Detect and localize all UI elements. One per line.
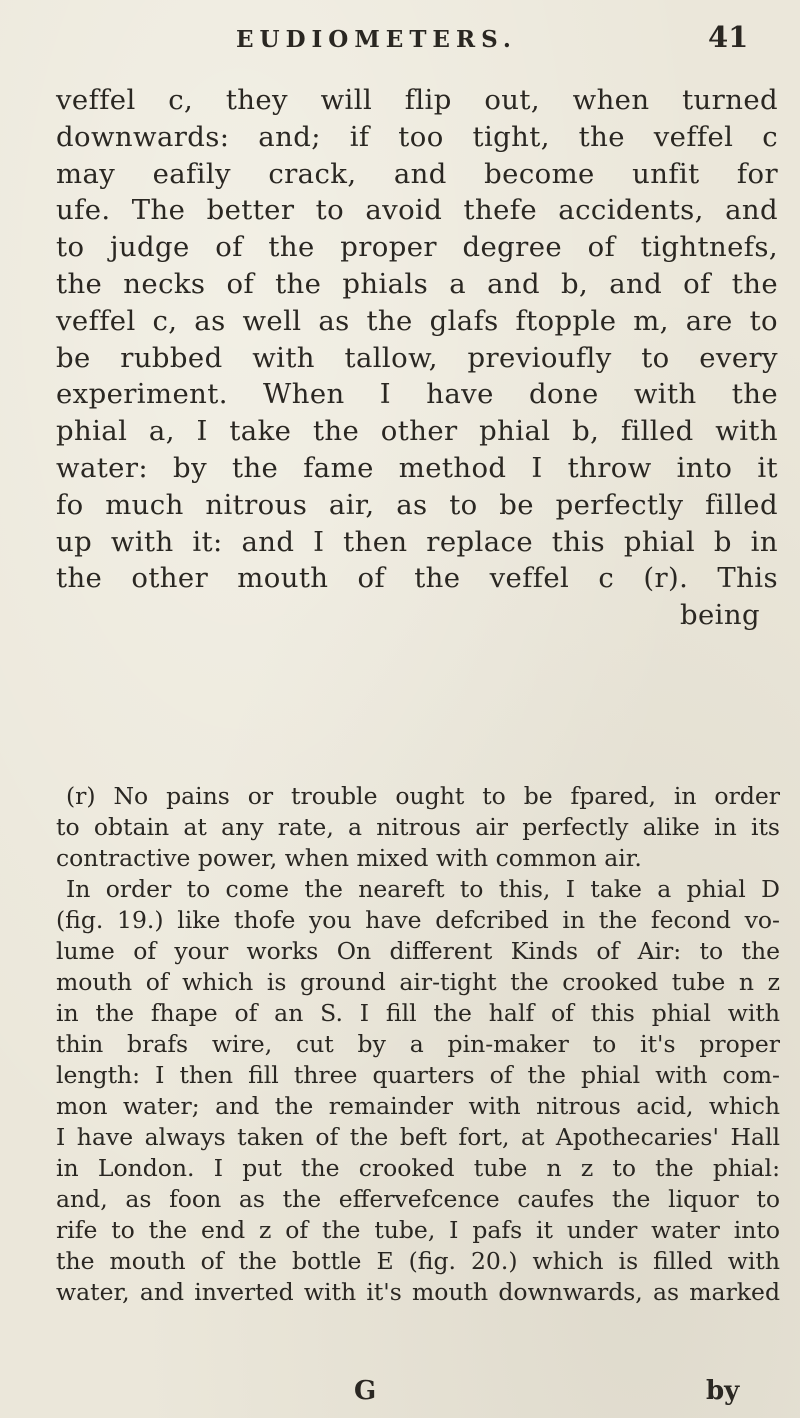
- text-line: the other mouth of the veffel c (r). This: [56, 562, 778, 595]
- footnote: [56, 781, 780, 1308]
- text-line: downwards: and; if too tight, the veffel c: [56, 120, 778, 153]
- footnote-line: lume of your works On different Kinds of Air: to the: [56, 937, 780, 965]
- footnote-line: in the fhape of an S. I fill the half of this phial with: [56, 999, 780, 1027]
- footnote-line: mouth of which is ground air-tight the crooked tube n z: [56, 968, 780, 996]
- text-line: veffel c, as well as the glafs ftopple m, are to: [56, 304, 778, 337]
- page-number: 41: [708, 20, 749, 54]
- page-header: [0, 20, 800, 66]
- footnote-line: thin brafs wire, cut by a pin-maker to it's proper: [56, 1030, 780, 1058]
- footnote-line: to obtain at any rate, a nitrous air perfectly alike in its: [56, 813, 780, 841]
- footnote-line: rife to the end z of the tube, I pafs it under water into: [56, 1216, 780, 1244]
- running-head: EUDIOMETERS.: [236, 26, 517, 53]
- footnote-line: I have always taken of the beft fort, at Apothecaries' Hall: [56, 1123, 780, 1151]
- text-line: the necks of the phials a and b, and of the: [56, 267, 778, 300]
- footnote-line: (fig. 19.) like thofe you have defcribed in the fecond vo-: [56, 906, 780, 934]
- text-line: phial a, I take the other phial b, filled with: [56, 415, 778, 448]
- footnote-line: in London. I put the crooked tube n z to the phial:: [56, 1154, 780, 1182]
- main-text: [56, 82, 778, 634]
- text-line: be rubbed with tallow, previoufly to every: [56, 341, 778, 374]
- text-line-catchword: being: [680, 599, 760, 632]
- footnote-line: water, and inverted with it's mouth downwards, as marked: [56, 1278, 780, 1306]
- text-line: ufe. The better to avoid thefe accidents, and: [56, 194, 778, 227]
- text-line: water: by the fame method I throw into it: [56, 451, 778, 484]
- catchword: by: [706, 1376, 740, 1406]
- footnote-line: length: I then fill three quarters of the phial with com-: [56, 1061, 780, 1089]
- text-line: fo much nitrous air, as to be perfectly filled: [56, 488, 778, 521]
- footnote-line: In order to come the neareft to this, I take a phial D: [66, 875, 780, 903]
- footnote-line: the mouth of the bottle E (fig. 20.) which is filled with: [56, 1247, 780, 1275]
- text-line: up with it: and I then replace this phial b in: [56, 525, 778, 558]
- footnote-line: mon water; and the remainder with nitrous acid, which: [56, 1092, 780, 1120]
- footnote-line: (r) No pains or trouble ought to be fpared, in order: [66, 782, 780, 810]
- footnote-line: and, as foon as the effervefcence caufes the liquor to: [56, 1185, 780, 1213]
- page-footer: [0, 1376, 800, 1408]
- signature-mark: G: [354, 1376, 377, 1406]
- text-line: may eafily crack, and become unfit for: [56, 157, 778, 190]
- footnote-line: contractive power, when mixed with common air.: [56, 844, 642, 872]
- text-line: to judge of the proper degree of tightnefs,: [56, 231, 778, 264]
- text-line: experiment. When I have done with the: [56, 378, 778, 411]
- text-line: veffel c, they will flip out, when turned: [56, 84, 778, 116]
